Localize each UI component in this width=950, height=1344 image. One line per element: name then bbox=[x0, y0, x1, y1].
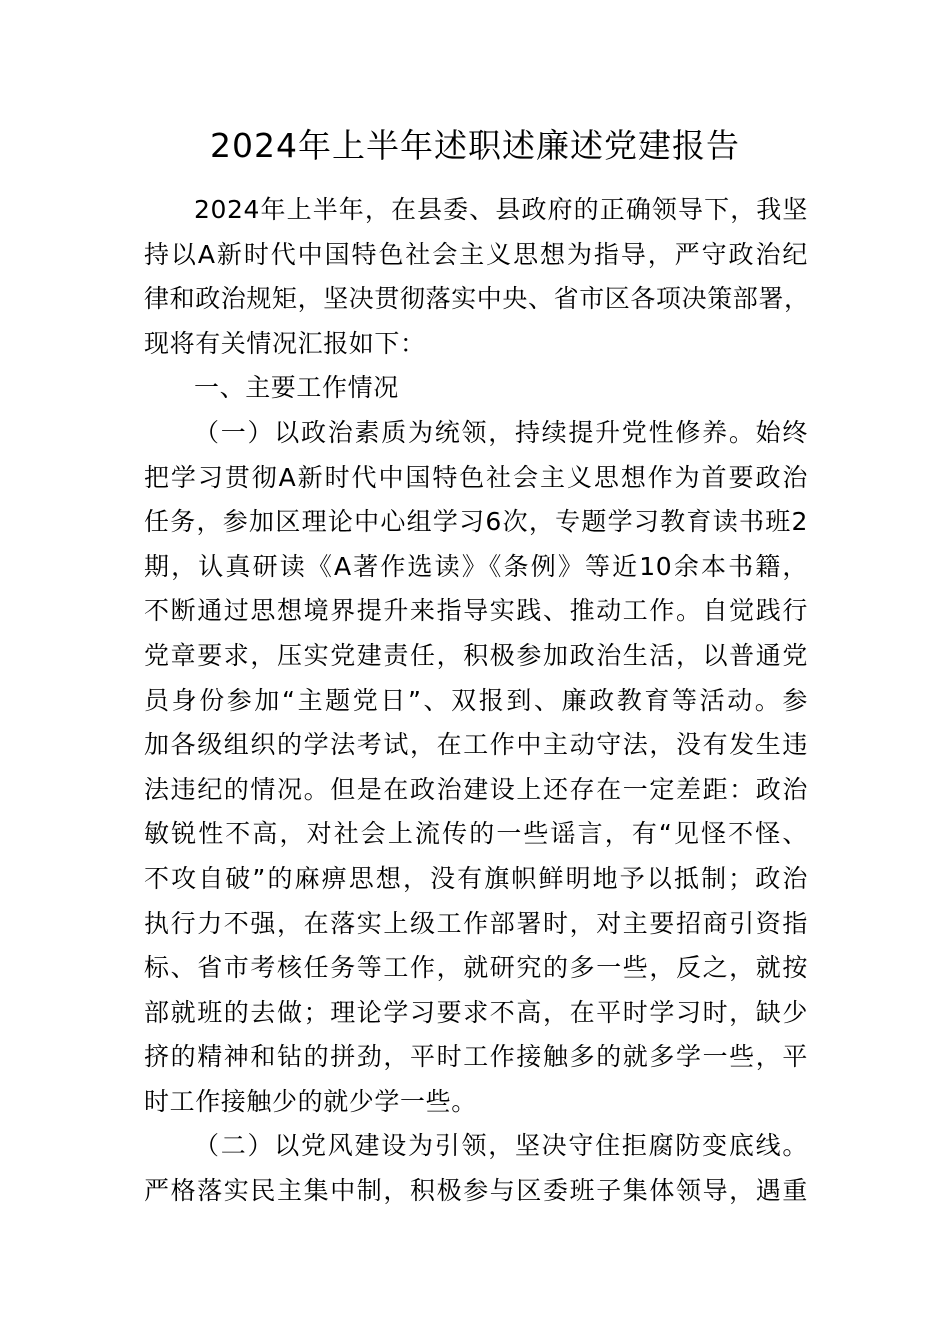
text-line: 任务，参加区理论中心组学习6次，专题学习教育读书班2 bbox=[144, 507, 808, 537]
text-line: 严格落实民主集中制，积极参与区委班子集体领导，遇重 bbox=[144, 1176, 808, 1206]
text-line: 一、主要工作情况 bbox=[194, 373, 399, 403]
text-line: 员身份参加“主题党日”、双报到、廉政教育等活动。参 bbox=[144, 685, 808, 715]
text-line: 2024年上半年，在县委、县政府的正确领导下，我坚 bbox=[194, 195, 808, 224]
text-line: 期，认真研读《A著作选读》《条例》等近10余本书籍， bbox=[144, 551, 808, 581]
text-line: 标、省市考核任务等工作，就研究的多一些，反之，就按 bbox=[144, 953, 808, 983]
text-line: 法违纪的情况。但是在政治建设上还存在一定差距：政治 bbox=[144, 774, 808, 804]
document-body bbox=[144, 188, 808, 1214]
text-line: 律和政治规矩，坚决贯彻落实中央、省市区各项决策部署， bbox=[144, 284, 810, 314]
text-line: 不攻自破”的麻痹思想，没有旗帜鲜明地予以抵制；政治 bbox=[144, 863, 808, 893]
text-line: 党章要求，压实党建责任，积极参加政治生活，以普通党 bbox=[144, 640, 808, 670]
text-line: 加各级组织的学法考试，在工作中主动守法，没有发生违 bbox=[144, 730, 808, 760]
document-title: 2024年上半年述职述廉述党建报告 bbox=[210, 126, 740, 165]
text-line: （一）以政治素质为统领，持续提升党性修养。始终 bbox=[194, 417, 808, 447]
text-line: （二）以党风建设为引领，坚决守住拒腐防变底线。 bbox=[194, 1131, 808, 1161]
text-line: 把学习贯彻A新时代中国特色社会主义思想作为首要政治 bbox=[144, 462, 808, 492]
text-line: 挤的精神和钻的拼劲，平时工作接触多的就多学一些，平 bbox=[144, 1042, 808, 1072]
text-line: 敏锐性不高，对社会上流传的一些谣言，有“见怪不怪、 bbox=[144, 819, 808, 849]
text-line: 部就班的去做；理论学习要求不高，在平时学习时，缺少 bbox=[144, 997, 808, 1027]
text-line: 执行力不强，在落实上级工作部署时，对主要招商引资指 bbox=[144, 908, 808, 938]
text-line: 时工作接触少的就少学一些。 bbox=[144, 1086, 477, 1116]
text-line: 持以A新时代中国特色社会主义思想为指导，严守政治纪 bbox=[144, 239, 808, 269]
text-line: 不断通过思想境界提升来指导实践、推动工作。自觉践行 bbox=[144, 596, 808, 626]
text-line: 现将有关情况汇报如下： bbox=[144, 328, 426, 358]
